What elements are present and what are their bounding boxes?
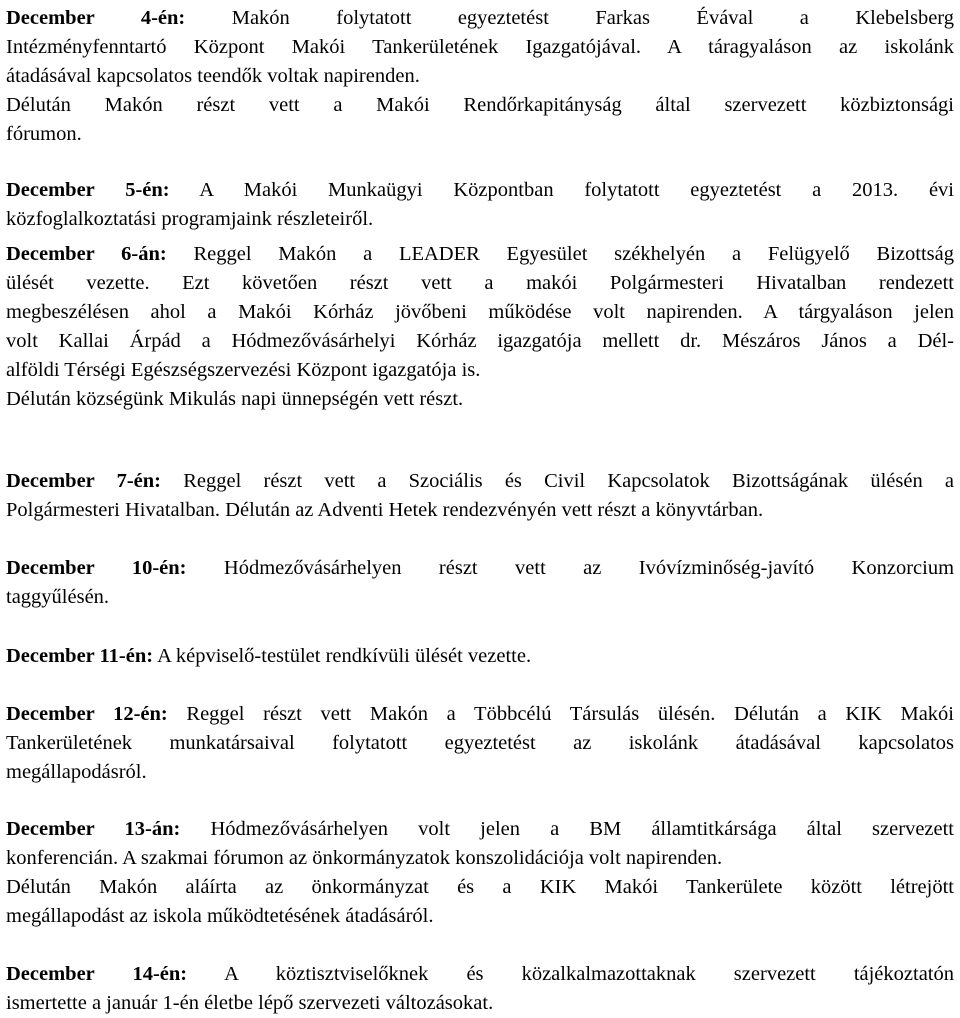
entry-first-line (6, 960, 954, 989)
entry-first-line (6, 815, 954, 844)
entry-text: megállapodásról. (6, 761, 147, 783)
entry-text: Tankerületének munkatársaival folytatott egyeztetést az iskolánk átadásával kapcsolatos (6, 732, 954, 754)
entry-text: Reggel Makón a LEADER Egyesület székhelyén a Felügyelő Bizottság (193, 243, 954, 265)
entry-first-line (6, 642, 954, 671)
entry-date: December 10-én: (6, 557, 187, 579)
entry-text: konferencián. A szakmai fórumon az önkormányzatok konszolidációja volt napirenden. (6, 847, 723, 869)
entry-date: December 4-én: (6, 7, 186, 29)
entry-december-5 (6, 176, 954, 234)
entry-text: ülését vezette. Ezt követően részt vett a makói Polgármesteri Hivatalban rendezett (6, 272, 954, 294)
entry-december-10 (6, 554, 954, 612)
entry-date: December 11-én: (6, 645, 154, 667)
entry-text: fórumon. (6, 123, 82, 145)
entry-date: December 13-án: (6, 818, 181, 840)
entry-text: volt Kallai Árpád a Hódmezővásárhelyi Kórház igazgatója mellett dr. Mészáros János a Dél- (6, 330, 954, 352)
entry-first-line (6, 176, 954, 205)
entry-text: Reggel részt vett Makón a Többcélú Társulás ülésén. Délután a KIK Makói (186, 703, 954, 725)
entry-december-7 (6, 467, 954, 525)
entry-text: Polgármesteri Hivatalban. Délután az Adventi Hetek rendezvényén vett részt a könyvtárban. (6, 499, 764, 521)
entry-first-line (6, 240, 954, 269)
entry-text: Hódmezővásárhelyen részt vett az Ivóvízminőség-javító Konzorcium (223, 557, 954, 579)
entry-text: A köztisztviselőknek és közalkalmazottaknak szervezett tájékoztatón (224, 963, 954, 985)
entry-text: megbeszélésen ahol a Makói Kórház jövőbeni működése volt napirenden. A tárgyaláson jelen (6, 301, 954, 323)
entry-first-line (6, 4, 954, 33)
entry-first-line (6, 467, 954, 496)
entry-text: Délután Makón aláírta az önkormányzat és a KIK Makói Tankerülete között létrejött (6, 876, 954, 898)
entry-first-line (6, 554, 954, 583)
entry-text: Reggel részt vett a Szociális és Civil Kapcsolatok Bizottságának ülésén a (183, 470, 954, 492)
entry-date: December 6-án: (6, 243, 167, 265)
entry-december-4 (6, 4, 954, 149)
entry-text: A Makói Munkaügyi Központban folytatott egyeztetést a 2013. évi (199, 179, 954, 201)
entry-december-11 (6, 642, 954, 671)
entry-text: Délután Makón részt vett a Makói Rendőrkapitányság által szervezett közbiztonsági (6, 94, 954, 116)
entry-text: ismertette a január 1-én életbe lépő szervezeti változásokat. (6, 992, 494, 1014)
entry-december-14 (6, 960, 954, 1018)
entry-text: közfoglalkoztatási programjaink részleteiről. (6, 208, 374, 230)
entry-date: December 5-én: (6, 179, 170, 201)
entry-text: megállapodást az iskola működtetésének átadásáról. (6, 905, 434, 927)
entry-first-line (6, 700, 954, 729)
entry-date: December 14-én: (6, 963, 188, 985)
entry-date: December 12-én: (6, 703, 168, 725)
entry-date: December 7-én: (6, 470, 162, 492)
entry-text: taggyűlésén. (6, 586, 110, 608)
entry-text: A képviselő-testület rendkívüli ülését vezette. (157, 645, 532, 667)
entry-text: Intézményfenntartó Központ Makói Tankerületének Igazgatójával. A táragyaláson az iskolánk (6, 36, 954, 58)
entry-text: átadásával kapcsolatos teendők voltak napirenden. (6, 65, 420, 87)
entry-text: Délután községünk Mikulás napi ünnepségén vett részt. (6, 388, 464, 410)
entry-december-13 (6, 815, 954, 931)
entry-text: Makón folytatott egyeztetést Farkas Évával a Klebelsberg (231, 7, 954, 29)
entry-text: alföldi Térségi Egészségszervezési Központ igazgatója is. (6, 359, 481, 381)
entry-december-12 (6, 700, 954, 787)
entry-december-6 (6, 240, 954, 414)
entry-text: Hódmezővásárhelyen volt jelen a BM államtitkársága által szervezett (210, 818, 954, 840)
